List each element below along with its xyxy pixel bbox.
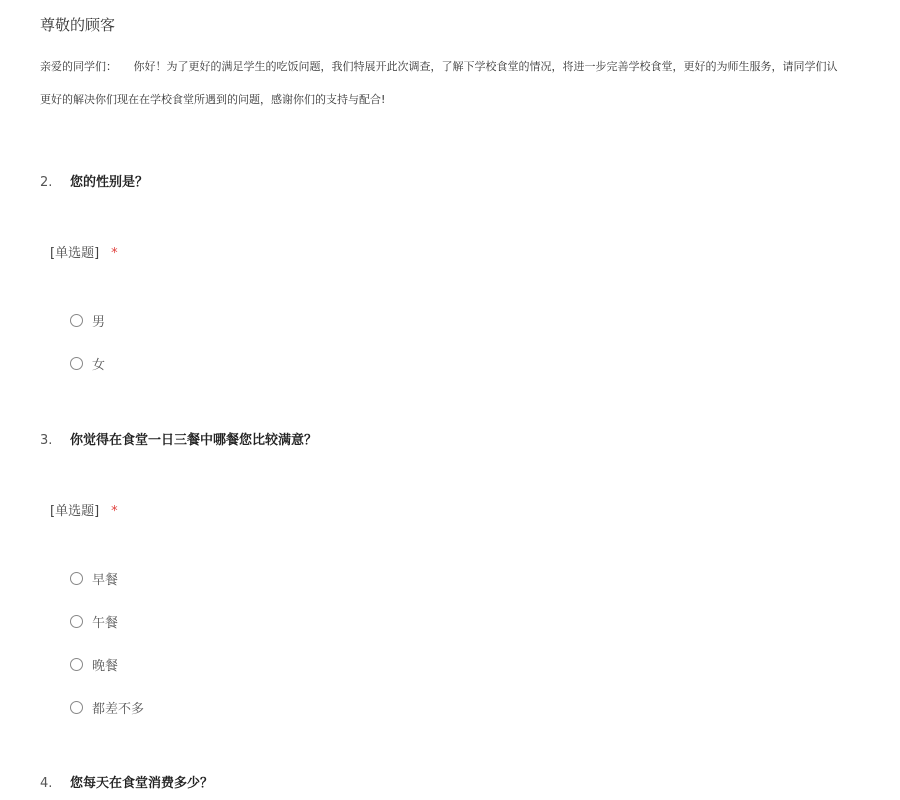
radio-button[interactable] — [70, 314, 83, 327]
question-number: 4. — [40, 776, 53, 791]
question-3-type — [50, 500, 118, 519]
required-mark: * — [111, 246, 118, 261]
option-lunch[interactable] — [70, 612, 118, 630]
option-label: 男 — [92, 314, 106, 330]
survey-intro-line-1: 亲爱的同学们： 你好！为了更好的满足学生的吃饭问题，我们特展开此次调查，了解下学校食堂的情况，将进一步完善学校食堂，更好的为师生服务，请同学们认 — [40, 60, 838, 73]
question-type-label: [单选题] — [50, 246, 100, 261]
option-label: 午餐 — [92, 615, 119, 631]
question-number: 3. — [40, 433, 53, 448]
survey-intro-line-2: 更好的解决你们现在在学校食堂所遇到的问题，感谢你们的支持与配合! — [40, 93, 386, 106]
question-type-label: [单选题] — [50, 504, 100, 519]
question-text: 您每天在食堂消费多少？ — [70, 776, 214, 791]
question-2-header — [40, 171, 148, 190]
option-about-same[interactable] — [70, 698, 144, 716]
question-2-type — [50, 242, 118, 261]
required-mark: * — [111, 504, 118, 519]
option-female[interactable] — [70, 354, 105, 372]
radio-button[interactable] — [70, 658, 83, 671]
radio-button[interactable] — [70, 701, 83, 714]
question-number: 2. — [40, 175, 53, 190]
question-4-header — [40, 772, 213, 791]
option-label: 晚餐 — [92, 658, 119, 674]
option-dinner[interactable] — [70, 655, 118, 673]
question-3-header — [40, 429, 317, 448]
question-text: 您的性别是？ — [70, 175, 149, 190]
radio-button[interactable] — [70, 615, 83, 628]
option-label: 女 — [92, 357, 106, 373]
question-text: 你觉得在食堂一日三餐中哪餐您比较满意？ — [70, 433, 318, 448]
radio-button[interactable] — [70, 357, 83, 370]
option-breakfast[interactable] — [70, 569, 118, 587]
option-male[interactable] — [70, 311, 105, 329]
option-label: 都差不多 — [92, 701, 145, 717]
radio-button[interactable] — [70, 572, 83, 585]
option-label: 早餐 — [92, 572, 119, 588]
survey-title: 尊敬的顾客 — [40, 16, 116, 34]
